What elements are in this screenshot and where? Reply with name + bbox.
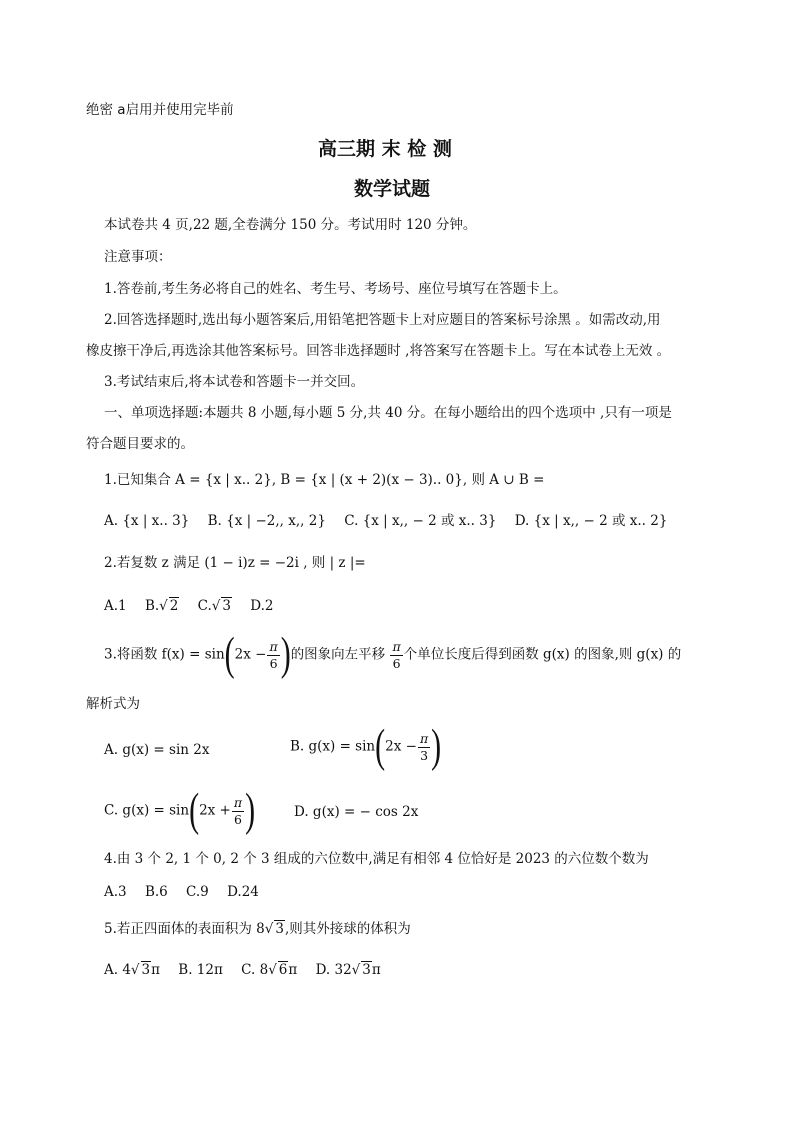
q1-option-c: C. {x | x,, − 2 或 x.. 3} <box>344 513 497 529</box>
q3-option-c-den: 6 <box>234 811 242 827</box>
q3-option-b-num: π <box>419 731 429 747</box>
q2-option-c: C.√ 3 <box>197 598 231 614</box>
question-5-options <box>104 964 395 978</box>
q4-option-b: B.6 <box>144 884 168 900</box>
left-paren: ( <box>375 720 386 772</box>
q3-option-b <box>290 720 442 772</box>
exam-subtitle: 数学试题 <box>354 178 431 200</box>
q5-option-b: B. 12π <box>178 962 223 978</box>
q4-option-c: C.9 <box>186 884 209 900</box>
q5-option-c: C. 8√ 6π <box>241 962 298 978</box>
q1-option-b: B. {x | −2,, x,, 2} <box>207 513 326 529</box>
confidentiality-notice: 绝密 a启用并使用完毕前 <box>86 102 234 118</box>
q5-option-c-radicand: 6 <box>278 962 288 978</box>
question-4-stem: 4.由 3 个 2, 1 个 0, 2 个 3 组成的六位数中,满足有相邻 4 位恰好是 2023 的六位数个数为 <box>104 851 649 867</box>
q3-option-b-fraction <box>418 732 430 761</box>
q2-option-c-label: C. <box>197 598 212 614</box>
question-1-options <box>104 515 681 529</box>
q3-option-c-inner: 2x + <box>199 802 231 819</box>
note-2-line-2: 橡皮擦干净后,再选涂其他答案标号。回答非选择题时 ,将答案写在答题卡上。写在本试卷上无效 。 <box>86 343 671 359</box>
question-4-options <box>104 886 273 900</box>
question-3-stem <box>104 628 682 680</box>
q5-option-d: D. 32√ 3π <box>315 962 381 978</box>
q5-stem-radicand: 3 <box>275 921 284 937</box>
q2-option-b-label: B. <box>144 598 160 614</box>
question-3-stem-cont: 解析式为 <box>86 696 140 712</box>
q5-option-d-pi: π <box>371 962 381 978</box>
q3-option-c-fraction <box>232 796 244 825</box>
q3-shift-fraction <box>390 640 402 669</box>
q3-stem-start: 3.将函数 f(x) = sin <box>104 646 225 663</box>
q3-option-d: D. g(x) = − cos 2x <box>294 804 419 820</box>
section-heading-line-2: 符合题目要求的。 <box>86 436 194 452</box>
q3-option-c <box>104 784 256 836</box>
q5-option-d-radicand: 3 <box>362 962 371 978</box>
right-paren: ) <box>280 628 291 680</box>
q5-option-a: A. 4√ 3π <box>104 962 160 978</box>
q5-stem-prefix: 5.若正四面体的表面积为 8 <box>104 921 265 937</box>
q3-shift-num: π <box>392 639 401 655</box>
note-3: 3.考试结束后,将本试卷和答题卡一并交回。 <box>104 374 365 390</box>
exam-title: 高三期 末 检 测 <box>318 138 452 160</box>
q3-option-c-num: π <box>233 795 243 811</box>
left-paren: ( <box>224 628 235 680</box>
question-2-options <box>104 600 288 614</box>
q3-frac-den: 6 <box>269 655 278 671</box>
intro-text: 本试卷共 4 页,22 题,全卷满分 150 分。考试用时 120 分钟。 <box>104 217 477 233</box>
q3-option-b-inner: 2x − <box>385 738 417 755</box>
q1-option-d: D. {x | x,, − 2 或 x.. 2} <box>514 513 668 529</box>
q3-option-c-label: C. g(x) = sin <box>104 802 190 819</box>
q3-stem-end: 个单位长度后得到函数 g(x) 的图象,则 g(x) 的 <box>403 646 682 663</box>
q2-option-b-radicand: 2 <box>169 598 179 614</box>
q5-option-d-label: D. 32 <box>315 962 352 978</box>
q3-option-b-label: B. g(x) = sin <box>290 738 376 755</box>
note-1: 1.答卷前,考生务必将自己的姓名、考生号、考场号、座位号填写在答题卡上。 <box>104 281 567 297</box>
q1-option-a: A. {x | x.. 3} <box>104 513 190 529</box>
q2-option-a: A.1 <box>104 598 127 614</box>
q4-option-d: D.24 <box>227 884 259 900</box>
q3-inner-expr: 2x − <box>234 646 267 663</box>
q2-option-c-radicand: 3 <box>222 598 231 614</box>
q5-option-a-label: A. 4 <box>104 962 131 978</box>
q3-fraction <box>267 640 279 669</box>
question-2-stem: 2.若复数 z 满足 (1 − i)z = −2i , 则 | z |= <box>104 555 366 571</box>
q3-option-a: A. g(x) = sin 2x <box>104 742 210 758</box>
right-paren: ) <box>245 784 256 836</box>
question-1-stem: 1.已知集合 A = {x | x.. 2}, B = {x | (x + 2)(x − 3).. 0}, 则 A ∪ B = <box>104 472 545 488</box>
q2-option-b: B.√ 2 <box>144 598 179 614</box>
question-5-stem: 5.若正四面体的表面积为 8√ 3,则其外接球的体积为 <box>104 921 411 937</box>
q5-option-c-pi: π <box>288 962 298 978</box>
q3-frac-num: π <box>269 639 278 655</box>
notes-label: 注意事项： <box>104 249 172 265</box>
q5-option-a-radicand: 3 <box>141 962 151 978</box>
q5-option-a-pi: π <box>151 962 160 978</box>
q5-option-c-label: C. 8 <box>241 962 269 978</box>
right-paren: ) <box>431 720 442 772</box>
q2-option-d: D.2 <box>250 598 274 614</box>
q3-shift-den: 6 <box>392 655 401 671</box>
left-paren: ( <box>189 784 200 836</box>
section-heading-line-1: 一、单项选择题:本题共 8 小题,每小题 5 分,共 40 分。在每小题给出的四个选项中 ,只有一项是 <box>104 405 672 421</box>
q3-stem-mid: 的图象向左平移 <box>290 646 386 663</box>
note-2-line-1: 2.回答选择题时,选出每小题答案后,用铅笔把答题卡上对应题目的答案标号涂黑 。如需改动,用 <box>104 312 661 328</box>
q4-option-a: A.3 <box>104 884 127 900</box>
q3-option-b-den: 3 <box>420 747 429 763</box>
q5-stem-suffix: ,则其外接球的体积为 <box>284 921 411 937</box>
